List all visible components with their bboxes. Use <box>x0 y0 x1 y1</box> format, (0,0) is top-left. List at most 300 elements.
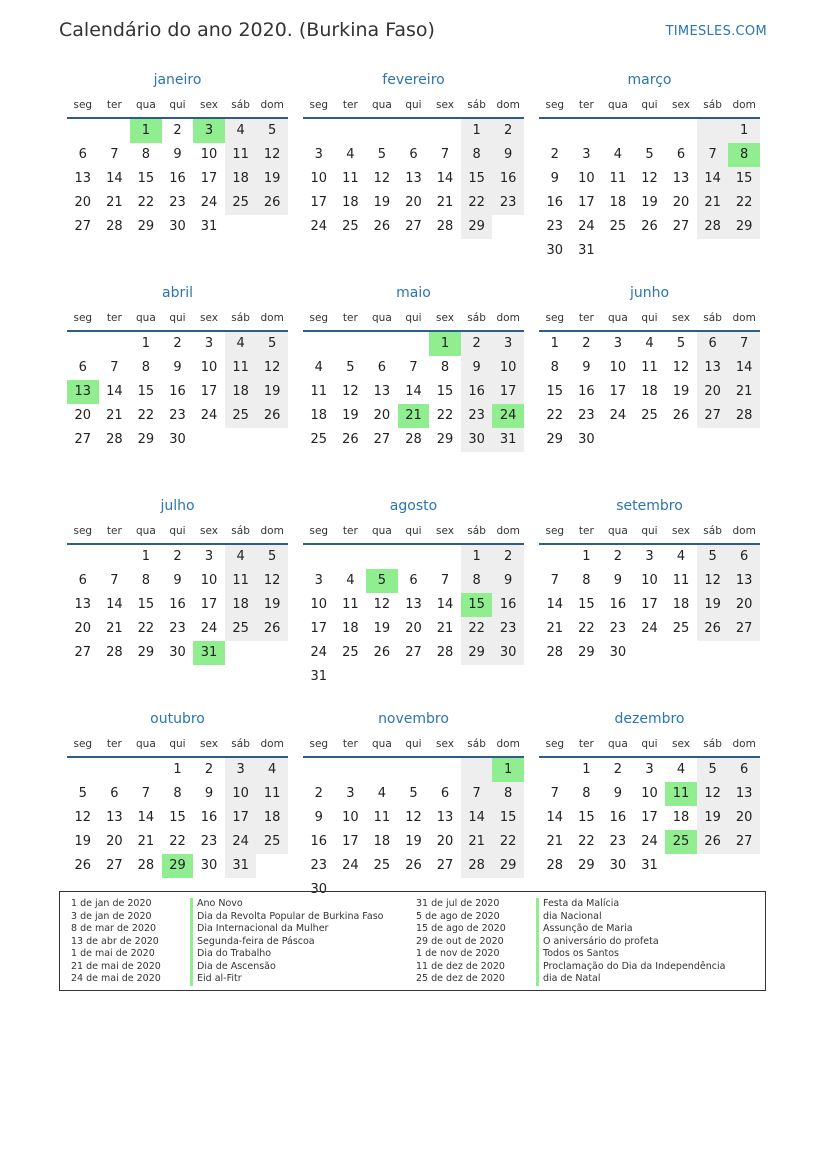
day-cell[interactable]: 30 <box>310 882 328 897</box>
day-cell[interactable]: 28 <box>546 645 564 660</box>
holiday-day-cell[interactable]: 31 <box>193 641 225 665</box>
day-cell[interactable]: 15 <box>461 167 493 191</box>
day-cell[interactable]: 12 <box>373 171 391 186</box>
day-cell[interactable]: 24 <box>225 830 257 854</box>
day-cell[interactable]: 24 <box>342 858 359 873</box>
day-cell[interactable]: 29 <box>436 432 454 447</box>
day-cell[interactable]: 14 <box>106 597 123 612</box>
day-cell[interactable]: 16 <box>546 195 564 210</box>
day-cell[interactable]: 2 <box>492 119 524 143</box>
day-cell[interactable]: 13 <box>373 384 391 399</box>
day-cell[interactable]: 17 <box>310 621 328 636</box>
day-cell[interactable]: 17 <box>641 597 658 612</box>
day-cell[interactable]: 5 <box>377 147 387 162</box>
day-cell[interactable]: 4 <box>225 119 257 143</box>
day-cell[interactable]: 24 <box>310 219 328 234</box>
holiday-day-cell[interactable]: 3 <box>193 119 225 143</box>
day-cell[interactable]: 3 <box>613 336 623 351</box>
day-cell[interactable]: 6 <box>409 147 418 162</box>
day-cell[interactable]: 11 <box>310 384 328 399</box>
day-cell[interactable]: 27 <box>106 858 123 873</box>
day-cell[interactable]: 30 <box>546 243 564 258</box>
day-cell[interactable]: 21 <box>106 621 123 636</box>
day-cell[interactable]: 23 <box>169 195 186 210</box>
day-cell[interactable]: 8 <box>173 786 182 801</box>
day-cell[interactable]: 22 <box>546 408 564 423</box>
day-cell[interactable]: 13 <box>728 569 760 593</box>
day-cell[interactable]: 10 <box>578 171 595 186</box>
day-cell[interactable]: 26 <box>342 432 359 447</box>
day-cell[interactable]: 22 <box>436 408 454 423</box>
day-cell[interactable]: 18 <box>225 167 257 191</box>
day-cell[interactable]: 9 <box>314 810 323 825</box>
day-cell[interactable]: 24 <box>200 621 218 636</box>
day-cell[interactable]: 11 <box>342 171 359 186</box>
day-cell[interactable]: 9 <box>492 569 524 593</box>
day-cell[interactable]: 8 <box>461 569 493 593</box>
day-cell[interactable]: 14 <box>405 384 422 399</box>
day-cell[interactable]: 17 <box>641 810 658 825</box>
day-cell[interactable]: 8 <box>440 360 450 375</box>
day-cell[interactable]: 17 <box>578 195 595 210</box>
day-cell[interactable]: 20 <box>728 593 760 617</box>
day-cell[interactable]: 5 <box>256 545 288 569</box>
day-cell[interactable]: 22 <box>137 195 155 210</box>
day-cell[interactable]: 20 <box>74 408 92 423</box>
day-cell[interactable]: 12 <box>342 384 359 399</box>
day-cell[interactable]: 3 <box>582 147 591 162</box>
day-cell[interactable]: 10 <box>225 782 257 806</box>
day-cell[interactable]: 11 <box>225 569 257 593</box>
day-cell[interactable]: 9 <box>582 360 591 375</box>
day-cell[interactable]: 27 <box>405 219 422 234</box>
day-cell[interactable]: 29 <box>578 645 595 660</box>
day-cell[interactable]: 7 <box>728 332 760 356</box>
day-cell[interactable]: 13 <box>728 782 760 806</box>
day-cell[interactable]: 20 <box>672 195 690 210</box>
day-cell[interactable]: 11 <box>641 360 658 375</box>
day-cell[interactable]: 20 <box>373 408 391 423</box>
day-cell[interactable]: 16 <box>169 384 186 399</box>
day-cell[interactable]: 6 <box>697 332 729 356</box>
day-cell[interactable]: 17 <box>225 806 257 830</box>
day-cell[interactable]: 7 <box>141 786 151 801</box>
day-cell[interactable]: 4 <box>676 762 686 777</box>
day-cell[interactable]: 15 <box>728 167 760 191</box>
day-cell[interactable]: 11 <box>672 573 690 588</box>
day-cell[interactable]: 21 <box>546 621 564 636</box>
day-cell[interactable]: 9 <box>173 360 182 375</box>
day-cell[interactable]: 25 <box>342 219 359 234</box>
day-cell[interactable]: 10 <box>609 360 627 375</box>
day-cell[interactable]: 28 <box>106 219 123 234</box>
day-cell[interactable]: 2 <box>173 123 182 138</box>
day-cell[interactable]: 7 <box>440 147 450 162</box>
day-cell[interactable]: 11 <box>256 782 288 806</box>
day-cell[interactable]: 19 <box>256 593 288 617</box>
day-cell[interactable]: 29 <box>137 432 155 447</box>
day-cell[interactable]: 23 <box>169 621 186 636</box>
day-cell[interactable]: 5 <box>409 786 418 801</box>
day-cell[interactable]: 12 <box>672 360 690 375</box>
day-cell[interactable]: 14 <box>436 171 454 186</box>
day-cell[interactable]: 29 <box>461 641 493 665</box>
day-cell[interactable]: 18 <box>256 806 288 830</box>
brand-link[interactable]: TIMESLES.COM <box>665 24 767 39</box>
day-cell[interactable]: 2 <box>613 762 623 777</box>
day-cell[interactable]: 10 <box>200 147 218 162</box>
day-cell[interactable]: 8 <box>582 573 591 588</box>
day-cell[interactable]: 25 <box>225 191 257 215</box>
day-cell[interactable]: 10 <box>310 597 328 612</box>
day-cell[interactable]: 26 <box>697 617 729 641</box>
day-cell[interactable]: 18 <box>672 597 690 612</box>
day-cell[interactable]: 13 <box>672 171 690 186</box>
day-cell[interactable]: 19 <box>697 593 729 617</box>
day-cell[interactable]: 4 <box>346 147 355 162</box>
day-cell[interactable]: 15 <box>492 806 524 830</box>
day-cell[interactable]: 18 <box>641 384 658 399</box>
day-cell[interactable]: 2 <box>613 549 623 564</box>
day-cell[interactable]: 18 <box>672 810 690 825</box>
day-cell[interactable]: 12 <box>697 569 729 593</box>
day-cell[interactable]: 27 <box>672 219 690 234</box>
holiday-day-cell[interactable]: 1 <box>130 119 162 143</box>
day-cell[interactable]: 26 <box>74 858 92 873</box>
day-cell[interactable]: 4 <box>613 147 623 162</box>
day-cell[interactable]: 27 <box>373 432 391 447</box>
day-cell[interactable]: 31 <box>641 858 658 873</box>
day-cell[interactable]: 3 <box>204 549 214 564</box>
day-cell[interactable]: 19 <box>256 167 288 191</box>
day-cell[interactable]: 21 <box>697 191 729 215</box>
day-cell[interactable]: 2 <box>204 762 214 777</box>
holiday-day-cell[interactable]: 24 <box>492 404 524 428</box>
day-cell[interactable]: 12 <box>641 171 658 186</box>
day-cell[interactable]: 4 <box>225 332 257 356</box>
day-cell[interactable]: 25 <box>225 617 257 641</box>
day-cell[interactable]: 4 <box>377 786 387 801</box>
day-cell[interactable]: 15 <box>137 171 155 186</box>
day-cell[interactable]: 22 <box>169 834 186 849</box>
day-cell[interactable]: 25 <box>225 404 257 428</box>
day-cell[interactable]: 26 <box>373 219 391 234</box>
day-cell[interactable]: 15 <box>436 384 454 399</box>
day-cell[interactable]: 12 <box>697 782 729 806</box>
day-cell[interactable]: 22 <box>461 191 493 215</box>
holiday-day-cell[interactable]: 11 <box>665 782 697 806</box>
day-cell[interactable]: 16 <box>461 380 493 404</box>
day-cell[interactable]: 4 <box>225 545 257 569</box>
day-cell[interactable]: 28 <box>106 645 123 660</box>
day-cell[interactable]: 5 <box>256 332 288 356</box>
day-cell[interactable]: 2 <box>173 336 182 351</box>
holiday-day-cell[interactable]: 21 <box>398 404 430 428</box>
day-cell[interactable]: 7 <box>461 782 493 806</box>
day-cell[interactable]: 28 <box>546 858 564 873</box>
day-cell[interactable]: 29 <box>461 215 493 239</box>
day-cell[interactable]: 29 <box>492 854 524 878</box>
day-cell[interactable]: 11 <box>342 597 359 612</box>
day-cell[interactable]: 11 <box>373 810 391 825</box>
day-cell[interactable]: 31 <box>310 669 328 684</box>
day-cell[interactable]: 6 <box>78 573 87 588</box>
day-cell[interactable]: 20 <box>74 621 92 636</box>
day-cell[interactable]: 9 <box>461 356 493 380</box>
day-cell[interactable]: 29 <box>578 858 595 873</box>
day-cell[interactable]: 13 <box>697 356 729 380</box>
day-cell[interactable]: 24 <box>609 408 627 423</box>
day-cell[interactable]: 3 <box>314 573 323 588</box>
day-cell[interactable]: 7 <box>697 143 729 167</box>
day-cell[interactable]: 10 <box>641 573 658 588</box>
day-cell[interactable]: 22 <box>137 408 155 423</box>
day-cell[interactable]: 28 <box>137 858 155 873</box>
day-cell[interactable]: 14 <box>697 167 729 191</box>
day-cell[interactable]: 23 <box>461 404 493 428</box>
day-cell[interactable]: 12 <box>373 597 391 612</box>
day-cell[interactable]: 5 <box>346 360 355 375</box>
day-cell[interactable]: 17 <box>342 834 359 849</box>
holiday-day-cell[interactable]: 5 <box>366 569 398 593</box>
day-cell[interactable]: 23 <box>169 408 186 423</box>
day-cell[interactable]: 23 <box>492 191 524 215</box>
day-cell[interactable]: 6 <box>377 360 387 375</box>
holiday-day-cell[interactable]: 13 <box>67 380 99 404</box>
day-cell[interactable]: 22 <box>578 834 595 849</box>
day-cell[interactable]: 26 <box>405 858 422 873</box>
day-cell[interactable]: 12 <box>405 810 422 825</box>
day-cell[interactable]: 10 <box>641 786 658 801</box>
day-cell[interactable]: 18 <box>225 380 257 404</box>
day-cell[interactable]: 19 <box>256 380 288 404</box>
day-cell[interactable]: 25 <box>672 621 690 636</box>
day-cell[interactable]: 26 <box>256 191 288 215</box>
day-cell[interactable]: 14 <box>461 806 493 830</box>
day-cell[interactable]: 29 <box>728 215 760 239</box>
day-cell[interactable]: 14 <box>106 171 123 186</box>
day-cell[interactable]: 1 <box>582 762 591 777</box>
day-cell[interactable]: 13 <box>405 597 422 612</box>
day-cell[interactable]: 7 <box>409 360 418 375</box>
day-cell[interactable]: 22 <box>461 617 493 641</box>
day-cell[interactable]: 12 <box>256 569 288 593</box>
day-cell[interactable]: 30 <box>461 428 493 452</box>
day-cell[interactable]: 21 <box>436 195 454 210</box>
holiday-day-cell[interactable]: 8 <box>728 143 760 167</box>
day-cell[interactable]: 28 <box>697 215 729 239</box>
day-cell[interactable]: 27 <box>728 617 760 641</box>
day-cell[interactable]: 7 <box>110 360 119 375</box>
day-cell[interactable]: 30 <box>609 858 627 873</box>
day-cell[interactable]: 13 <box>106 810 123 825</box>
day-cell[interactable]: 6 <box>78 360 87 375</box>
day-cell[interactable]: 8 <box>141 573 151 588</box>
day-cell[interactable]: 31 <box>578 243 595 258</box>
day-cell[interactable]: 16 <box>609 810 627 825</box>
day-cell[interactable]: 18 <box>225 593 257 617</box>
day-cell[interactable]: 26 <box>373 645 391 660</box>
day-cell[interactable]: 24 <box>578 219 595 234</box>
day-cell[interactable]: 27 <box>436 858 454 873</box>
day-cell[interactable]: 21 <box>461 830 493 854</box>
day-cell[interactable]: 30 <box>609 645 627 660</box>
day-cell[interactable]: 22 <box>728 191 760 215</box>
day-cell[interactable]: 21 <box>546 834 564 849</box>
day-cell[interactable]: 1 <box>141 549 151 564</box>
day-cell[interactable]: 5 <box>676 336 686 351</box>
day-cell[interactable]: 12 <box>256 143 288 167</box>
day-cell[interactable]: 2 <box>492 545 524 569</box>
day-cell[interactable]: 14 <box>546 810 564 825</box>
day-cell[interactable]: 11 <box>225 356 257 380</box>
day-cell[interactable]: 20 <box>106 834 123 849</box>
day-cell[interactable]: 28 <box>436 219 454 234</box>
day-cell[interactable]: 31 <box>200 219 218 234</box>
day-cell[interactable]: 3 <box>346 786 355 801</box>
day-cell[interactable]: 1 <box>582 549 591 564</box>
day-cell[interactable]: 3 <box>645 762 654 777</box>
day-cell[interactable]: 25 <box>310 432 328 447</box>
day-cell[interactable]: 19 <box>672 384 690 399</box>
day-cell[interactable]: 23 <box>546 219 564 234</box>
day-cell[interactable]: 18 <box>310 408 328 423</box>
day-cell[interactable]: 22 <box>137 621 155 636</box>
day-cell[interactable]: 10 <box>492 356 524 380</box>
day-cell[interactable]: 24 <box>200 195 218 210</box>
day-cell[interactable]: 19 <box>373 621 391 636</box>
day-cell[interactable]: 12 <box>256 356 288 380</box>
day-cell[interactable]: 9 <box>173 573 182 588</box>
day-cell[interactable]: 22 <box>492 830 524 854</box>
day-cell[interactable]: 14 <box>106 384 123 399</box>
day-cell[interactable]: 25 <box>342 645 359 660</box>
day-cell[interactable]: 14 <box>546 597 564 612</box>
day-cell[interactable]: 2 <box>314 786 323 801</box>
day-cell[interactable]: 31 <box>225 854 257 878</box>
day-cell[interactable]: 15 <box>546 384 564 399</box>
day-cell[interactable]: 28 <box>106 432 123 447</box>
day-cell[interactable]: 8 <box>141 360 151 375</box>
day-cell[interactable]: 9 <box>613 786 623 801</box>
day-cell[interactable]: 18 <box>609 195 627 210</box>
day-cell[interactable]: 3 <box>204 336 214 351</box>
day-cell[interactable]: 10 <box>342 810 359 825</box>
day-cell[interactable]: 17 <box>200 597 218 612</box>
day-cell[interactable]: 26 <box>256 404 288 428</box>
day-cell[interactable]: 11 <box>609 171 627 186</box>
holiday-day-cell[interactable]: 25 <box>665 830 697 854</box>
day-cell[interactable]: 1 <box>141 336 151 351</box>
day-cell[interactable]: 30 <box>169 219 186 234</box>
day-cell[interactable]: 18 <box>342 621 359 636</box>
day-cell[interactable]: 6 <box>728 545 760 569</box>
day-cell[interactable]: 20 <box>405 621 422 636</box>
day-cell[interactable]: 3 <box>314 147 323 162</box>
day-cell[interactable]: 17 <box>310 195 328 210</box>
day-cell[interactable]: 9 <box>613 573 623 588</box>
day-cell[interactable]: 9 <box>204 786 214 801</box>
day-cell[interactable]: 21 <box>106 408 123 423</box>
day-cell[interactable]: 19 <box>405 834 422 849</box>
day-cell[interactable]: 27 <box>405 645 422 660</box>
day-cell[interactable]: 3 <box>492 332 524 356</box>
day-cell[interactable]: 25 <box>256 830 288 854</box>
day-cell[interactable]: 28 <box>728 404 760 428</box>
day-cell[interactable]: 4 <box>346 573 355 588</box>
day-cell[interactable]: 16 <box>609 597 627 612</box>
day-cell[interactable]: 27 <box>74 219 92 234</box>
day-cell[interactable]: 3 <box>645 549 654 564</box>
day-cell[interactable]: 12 <box>74 810 92 825</box>
day-cell[interactable]: 27 <box>74 645 92 660</box>
day-cell[interactable]: 30 <box>492 641 524 665</box>
day-cell[interactable]: 7 <box>110 573 119 588</box>
day-cell[interactable]: 19 <box>74 834 92 849</box>
day-cell[interactable]: 5 <box>256 119 288 143</box>
day-cell[interactable]: 30 <box>200 858 218 873</box>
day-cell[interactable]: 28 <box>436 645 454 660</box>
day-cell[interactable]: 17 <box>609 384 627 399</box>
day-cell[interactable]: 16 <box>169 171 186 186</box>
day-cell[interactable]: 26 <box>641 219 658 234</box>
day-cell[interactable]: 13 <box>436 810 454 825</box>
day-cell[interactable]: 22 <box>578 621 595 636</box>
day-cell[interactable]: 6 <box>78 147 87 162</box>
day-cell[interactable]: 20 <box>436 834 454 849</box>
day-cell[interactable]: 23 <box>492 617 524 641</box>
day-cell[interactable]: 20 <box>728 806 760 830</box>
day-cell[interactable]: 27 <box>697 404 729 428</box>
day-cell[interactable]: 16 <box>492 167 524 191</box>
day-cell[interactable]: 21 <box>137 834 155 849</box>
day-cell[interactable]: 19 <box>641 195 658 210</box>
day-cell[interactable]: 24 <box>641 834 658 849</box>
day-cell[interactable]: 29 <box>546 432 564 447</box>
day-cell[interactable]: 16 <box>310 834 328 849</box>
day-cell[interactable]: 2 <box>461 332 493 356</box>
day-cell[interactable]: 23 <box>609 834 627 849</box>
day-cell[interactable]: 28 <box>461 854 493 878</box>
day-cell[interactable]: 15 <box>578 597 595 612</box>
day-cell[interactable]: 17 <box>200 384 218 399</box>
day-cell[interactable]: 28 <box>405 432 422 447</box>
day-cell[interactable]: 10 <box>310 171 328 186</box>
day-cell[interactable]: 8 <box>582 786 591 801</box>
day-cell[interactable]: 26 <box>697 830 729 854</box>
day-cell[interactable]: 15 <box>578 810 595 825</box>
day-cell[interactable]: 7 <box>110 147 119 162</box>
day-cell[interactable]: 14 <box>436 597 454 612</box>
day-cell[interactable]: 24 <box>310 645 328 660</box>
day-cell[interactable]: 17 <box>200 171 218 186</box>
day-cell[interactable]: 16 <box>492 593 524 617</box>
day-cell[interactable]: 17 <box>492 380 524 404</box>
day-cell[interactable]: 26 <box>256 617 288 641</box>
day-cell[interactable]: 21 <box>436 621 454 636</box>
day-cell[interactable]: 1 <box>173 762 182 777</box>
day-cell[interactable]: 7 <box>440 573 450 588</box>
day-cell[interactable]: 13 <box>405 171 422 186</box>
day-cell[interactable]: 8 <box>141 147 151 162</box>
day-cell[interactable]: 5 <box>78 786 87 801</box>
day-cell[interactable]: 29 <box>137 219 155 234</box>
day-cell[interactable]: 18 <box>342 195 359 210</box>
day-cell[interactable]: 11 <box>225 143 257 167</box>
holiday-day-cell[interactable]: 1 <box>429 332 461 356</box>
day-cell[interactable]: 26 <box>672 408 690 423</box>
day-cell[interactable]: 5 <box>697 545 729 569</box>
